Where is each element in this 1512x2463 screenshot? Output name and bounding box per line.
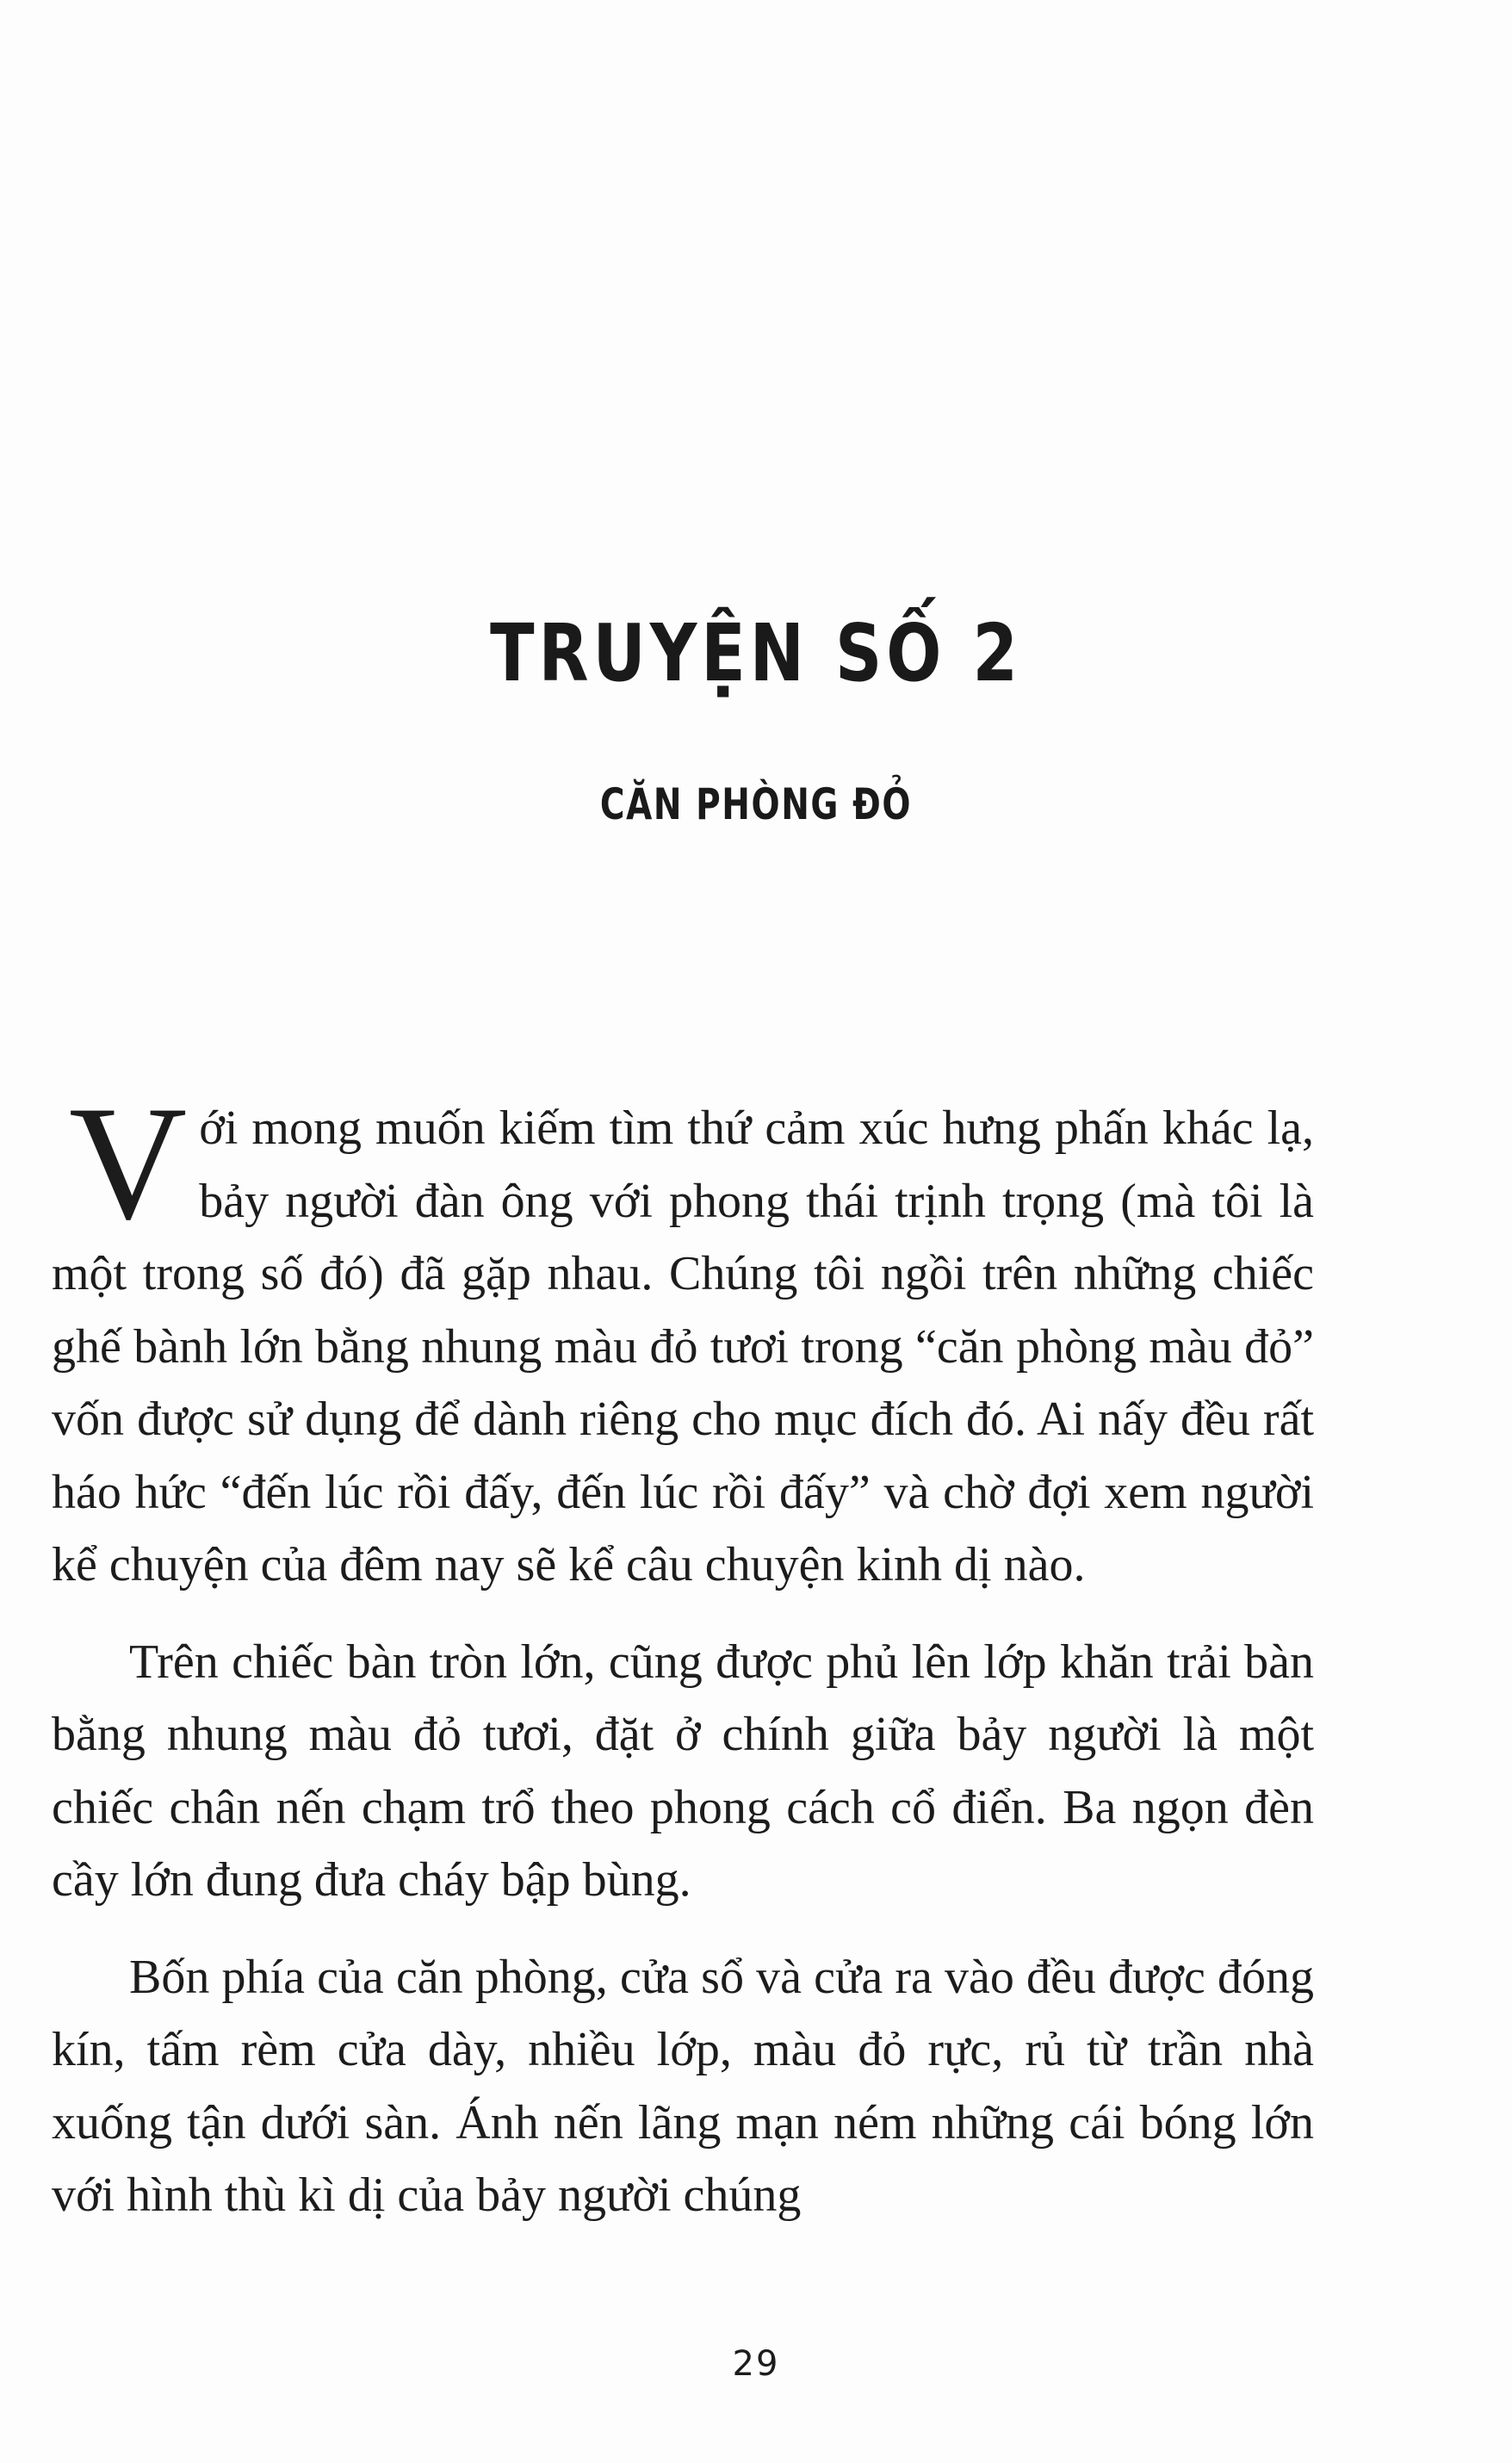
- paragraph-2: Trên chiếc bàn tròn lớn, cũng được phủ lên lớp khăn trải bàn bằng nhung màu đỏ tươi, đặt ở chính giữa bảy người là một chiếc chân nến chạm trổ theo phong cách cổ điển. Ba ngọn đèn cầy lớn đung đưa cháy bập bùng.: [52, 1635, 1314, 1907]
- page-number: 29: [732, 2344, 780, 2384]
- chapter-title: TRUYỆN SỐ 2: [490, 607, 1022, 699]
- paragraph-1: [52, 1073, 1314, 1602]
- paragraph-3: Bốn phía của căn phòng, cửa sổ và cửa ra vào đều được đóng kín, tấm rèm cửa dày, nhiều lớp, màu đỏ rực, rủ từ trần nhà xuống tận dưới sàn. Ánh nến lãng mạn ném những cái bóng lớn với hình thù kì dị của bảy người chúng: [52, 1950, 1314, 2222]
- drop-cap: V: [69, 1073, 188, 1254]
- chapter-subtitle: CĂN PHÒNG ĐỎ: [599, 779, 913, 829]
- body-text: [52, 1073, 1314, 2232]
- paragraph-1-text: ới mong muốn kiếm tìm thứ cảm xúc hưng phấn khác lạ, bảy người đàn ông với phong thái trịnh trọng (mà tôi là một trong số đó) đã gặp nhau. Chúng tôi ngồi trên những chiếc ghế bành lớn bằng nhung màu đỏ tươi trong “căn phòng màu đỏ” vốn được sử dụng để dành riêng cho mục đích đó. Ai nấy đều rất háo hức “đến lúc rồi đấy, đến lúc rồi đấy” và chờ đợi xem người kể chuyện của đêm nay sẽ kể câu chuyện kinh dị nào.: [52, 1101, 1314, 1591]
